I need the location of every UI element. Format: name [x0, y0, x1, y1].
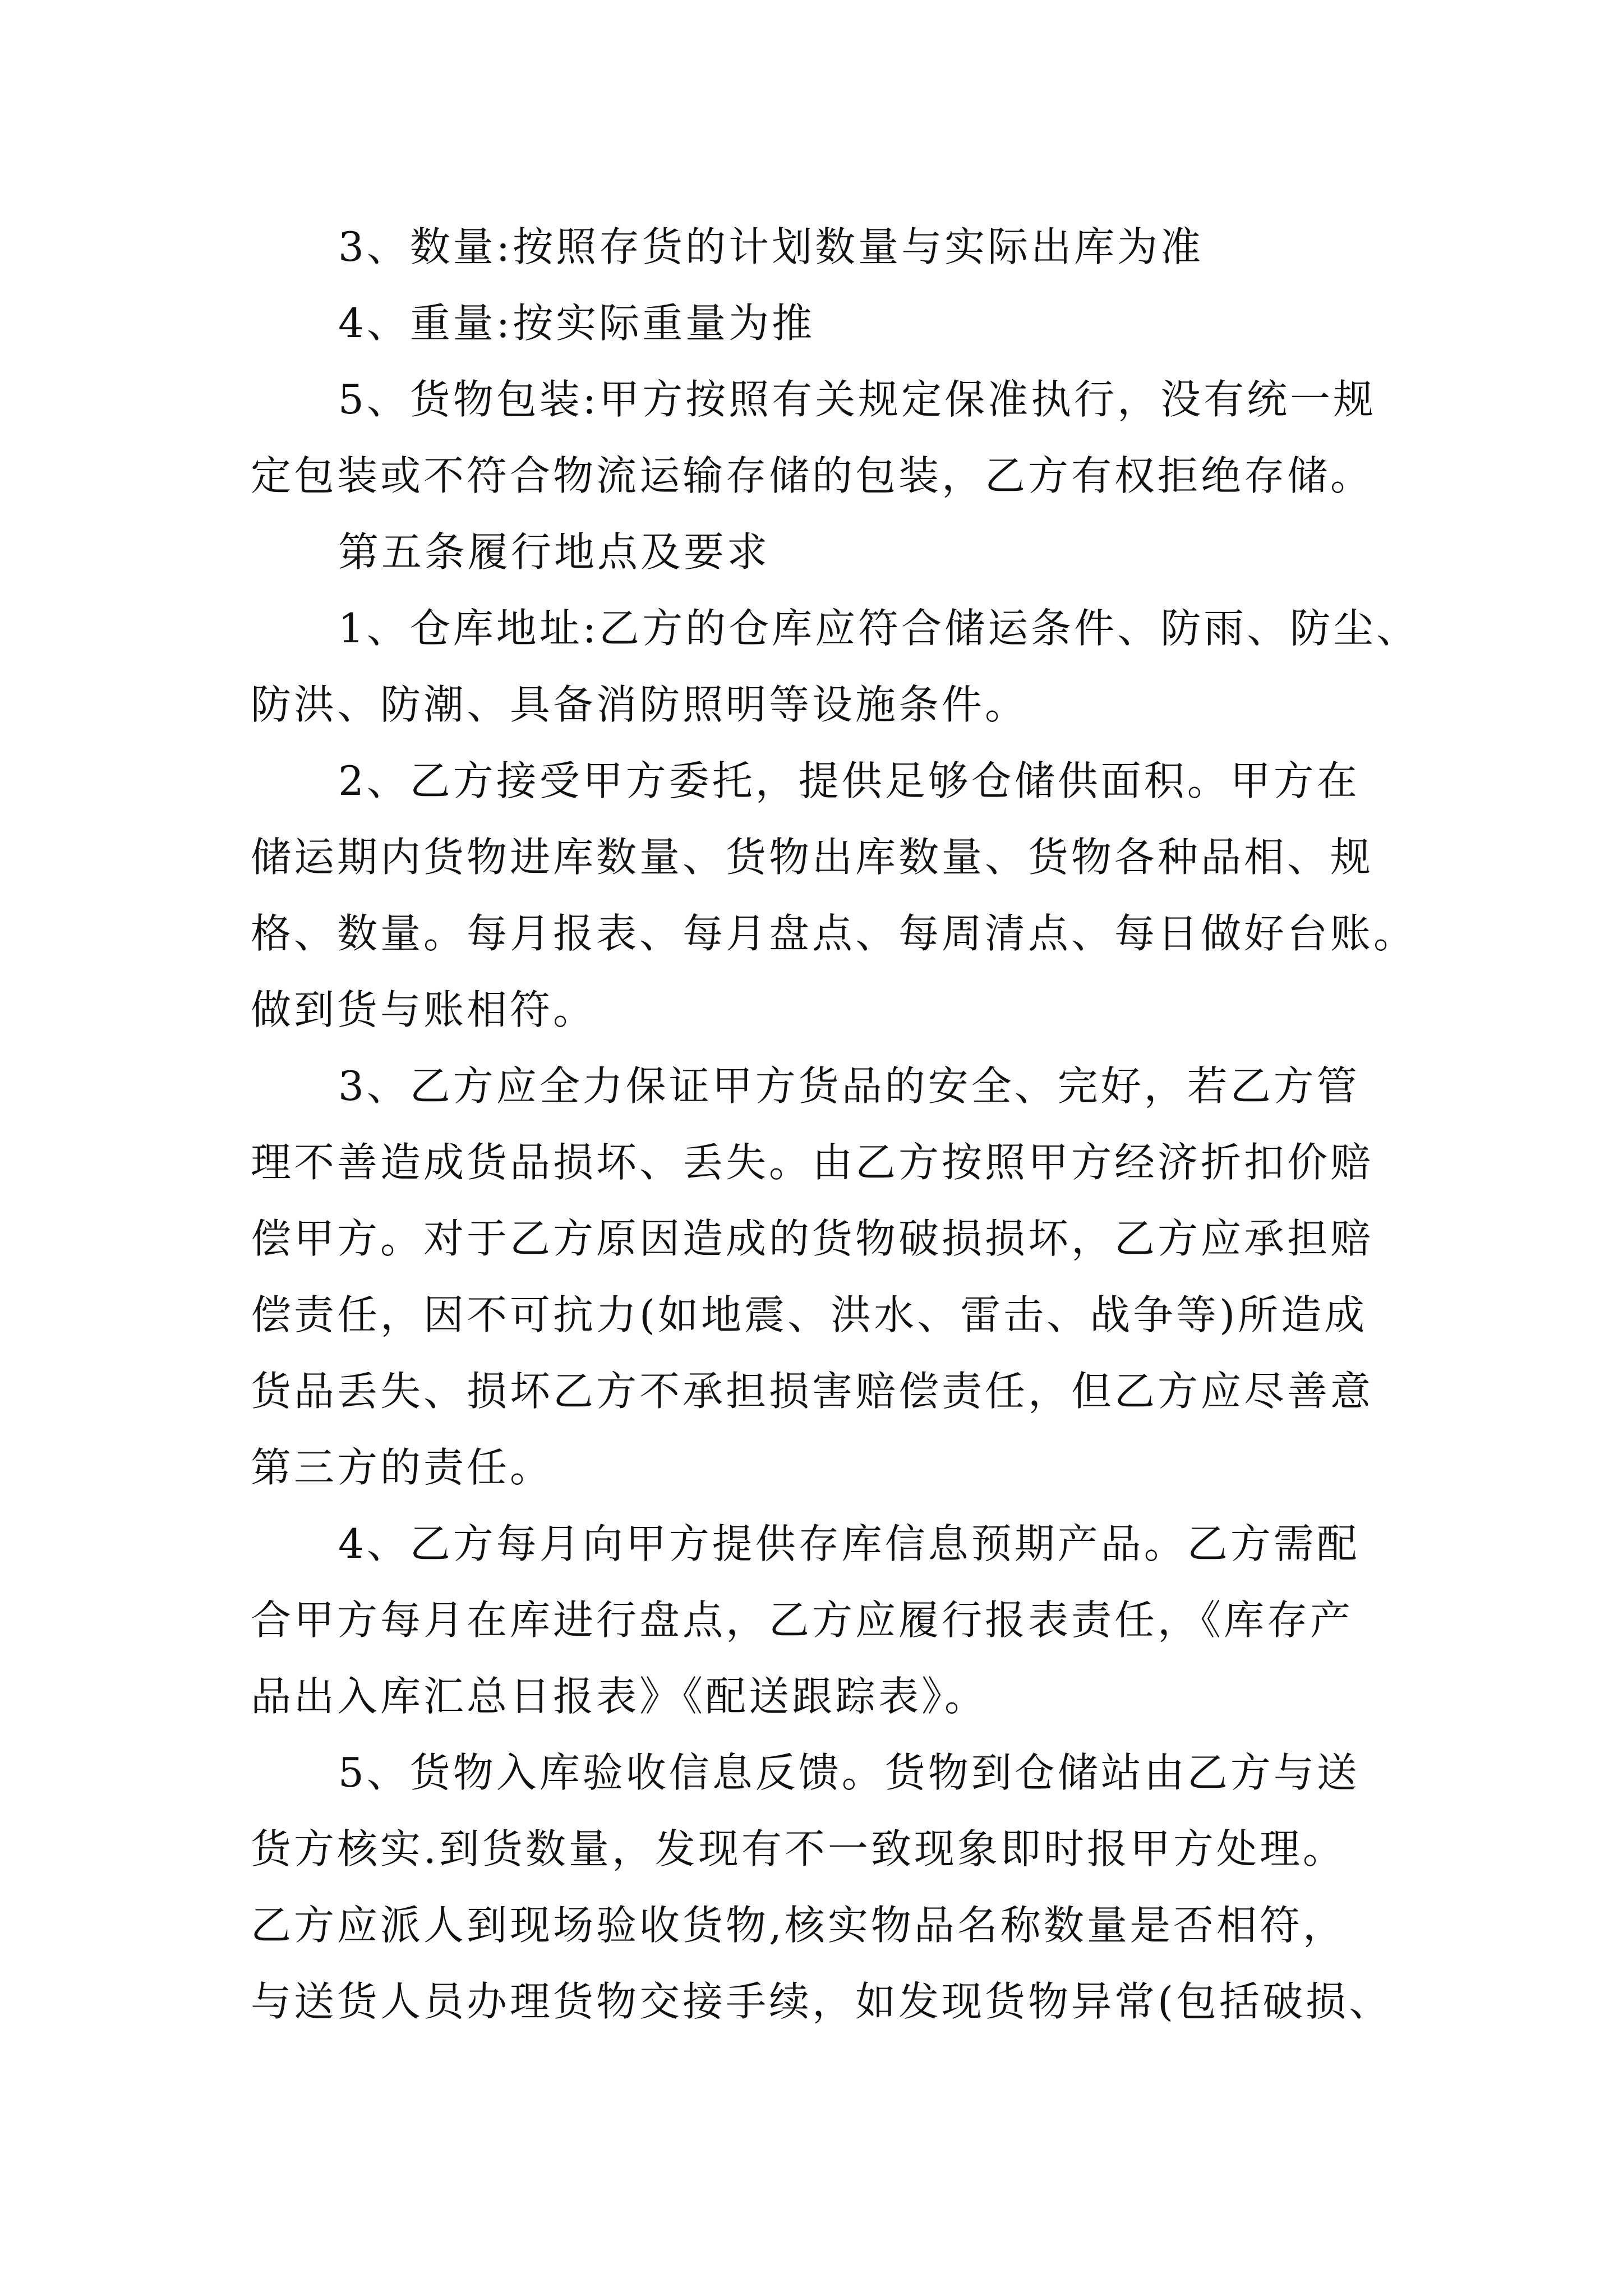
text-line: 品出入库汇总日报表》《配送跟踪表》。	[251, 1673, 988, 1720]
text-line: 做到货与账相符。	[251, 986, 597, 1033]
text-line: 3、数量:按照存货的计划数量与实际出库为准	[338, 223, 1204, 270]
text-line: 偿甲方。对于乙方原因造成的货物破损损坏，乙方应承担赔	[251, 1215, 1374, 1262]
text-line: 4、乙方每月向甲方提供存库信息预期产品。乙方需配	[338, 1520, 1360, 1567]
text-line: 货品丢失、损坏乙方不承担损害赔偿责任，但乙方应尽善意	[251, 1368, 1374, 1415]
text-line: 定包装或不符合物流运输存储的包装，乙方有权拒绝存储。	[251, 452, 1374, 499]
text-line: 5、货物包装:甲方按照有关规定保准执行，没有统一规	[338, 376, 1377, 423]
document-body	[251, 209, 1420, 2040]
text-line: 合甲方每月在库进行盘点，乙方应履行报表责任，《库存产	[251, 1596, 1354, 1644]
text-line: 4、重量:按实际重量为推	[338, 300, 815, 347]
text-line: 与送货人员办理货物交接手续，如发现货物异常(包括破损、	[251, 1978, 1393, 2025]
text-line: 货方核实.到货数量，发现有不一致现象即时报甲方处理。	[251, 1825, 1346, 1872]
text-line: 2、乙方接受甲方委托，提供足够仓储供面积。甲方在	[338, 757, 1360, 804]
text-line: 3、乙方应全力保证甲方货品的安全、完好，若乙方管	[338, 1062, 1360, 1110]
section-heading: 第五条履行地点及要求	[338, 528, 771, 576]
text-line: 5、货物入库验收信息反馈。货物到仓储站由乙方与送	[338, 1749, 1360, 1796]
text-line: 1、仓库地址:乙方的仓库应符合储运条件、防雨、防尘、	[338, 605, 1420, 652]
text-line: 偿责任，因不可抗力(如地震、洪水、雷击、战争等)所造成	[251, 1291, 1368, 1338]
text-line: 乙方应派人到现场验收货物,核实物品名称数量是否相符，	[251, 1902, 1346, 1949]
text-line: 防洪、防潮、具备消防照明等设施条件。	[251, 681, 1029, 728]
text-line: 理不善造成货品损坏、丢失。由乙方按照甲方经济折扣价赔	[251, 1139, 1374, 1186]
text-line: 第三方的责任。	[251, 1444, 554, 1491]
text-line: 储运期内货物进库数量、货物出库数量、货物各种品相、规	[251, 834, 1374, 881]
text-line: 格、数量。每月报表、每月盘点、每周清点、每日做好台账。	[251, 910, 1417, 957]
